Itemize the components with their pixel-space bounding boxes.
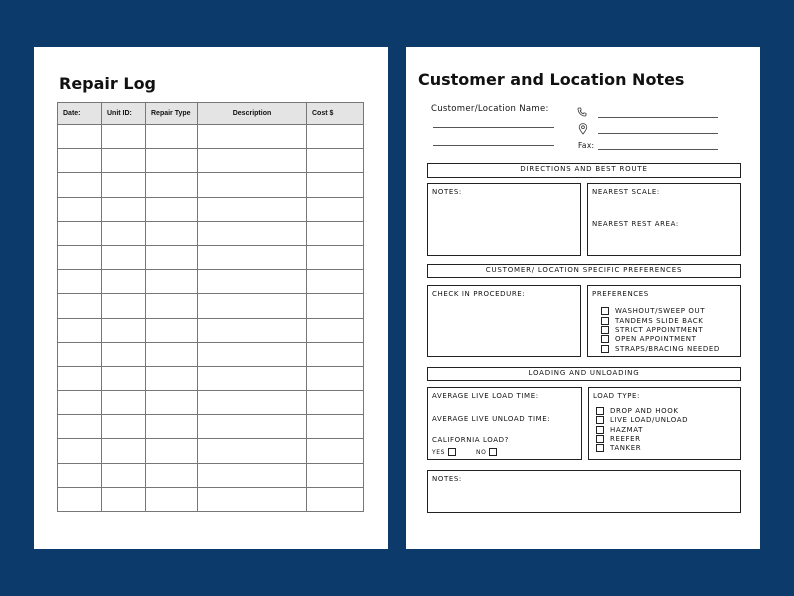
load-type-option-reefer[interactable]: REEFER	[596, 435, 641, 443]
table-row	[58, 318, 364, 342]
phone-line[interactable]	[598, 117, 718, 118]
table-cell[interactable]	[102, 366, 146, 390]
table-cell[interactable]	[198, 197, 307, 221]
table-cell[interactable]	[58, 415, 102, 439]
table-cell[interactable]	[146, 439, 198, 463]
checkbox[interactable]	[601, 317, 609, 325]
table-cell[interactable]	[198, 366, 307, 390]
table-cell[interactable]	[102, 342, 146, 366]
customer-location-name-label: Customer/Location Name:	[431, 104, 549, 114]
table-cell[interactable]	[146, 487, 198, 511]
checkbox[interactable]	[596, 426, 604, 434]
table-cell[interactable]	[198, 125, 307, 149]
preference-option-washout[interactable]: WASHOUT/SWEEP OUT	[601, 307, 705, 315]
table-cell[interactable]	[102, 415, 146, 439]
notes-box[interactable]	[427, 183, 581, 256]
load-type-box	[588, 387, 741, 460]
table-cell[interactable]	[58, 125, 102, 149]
table-cell[interactable]	[198, 487, 307, 511]
nearest-rest-area-label: NEAREST REST AREA:	[592, 220, 679, 228]
table-cell[interactable]	[307, 415, 364, 439]
table-cell[interactable]	[146, 149, 198, 173]
table-row	[58, 391, 364, 415]
table-cell[interactable]	[198, 439, 307, 463]
check-in-box[interactable]	[427, 285, 581, 357]
directions-header: DIRECTIONS AND BEST ROUTE	[427, 163, 741, 178]
customer-name-line-1[interactable]	[433, 127, 554, 128]
table-cell[interactable]	[146, 294, 198, 318]
table-cell[interactable]	[146, 245, 198, 269]
table-row	[58, 487, 364, 511]
table-row	[58, 439, 364, 463]
table-row	[58, 342, 364, 366]
phone-icon	[577, 107, 587, 117]
load-type-option-tanker[interactable]: TANKER	[596, 444, 641, 452]
notes-label: NOTES:	[432, 188, 462, 196]
load-type-option-hazmat[interactable]: HAZMAT	[596, 426, 643, 434]
table-row	[58, 197, 364, 221]
table-row	[58, 366, 364, 390]
table-cell[interactable]	[102, 463, 146, 487]
table-cell[interactable]	[146, 415, 198, 439]
avg-live-load-label: AVERAGE LIVE LOAD TIME:	[432, 392, 539, 400]
table-cell[interactable]	[198, 415, 307, 439]
fax-line[interactable]	[598, 149, 718, 150]
column-header-description: Description	[198, 103, 307, 125]
table-cell[interactable]	[102, 245, 146, 269]
column-header-cost: Cost $	[307, 103, 364, 125]
checkbox[interactable]	[601, 335, 609, 343]
checkbox[interactable]	[601, 345, 609, 353]
table-cell[interactable]	[307, 439, 364, 463]
load-times-box[interactable]	[427, 387, 582, 460]
table-cell[interactable]	[58, 463, 102, 487]
preference-option-open-appointment[interactable]: OPEN APPOINTMENT	[601, 335, 697, 343]
checkbox[interactable]	[596, 444, 604, 452]
preferences-label: PREFERENCES	[592, 290, 649, 298]
table-cell[interactable]	[198, 270, 307, 294]
preference-option-tandems[interactable]: TANDEMS SLIDE BACK	[601, 317, 703, 325]
repair-log-table	[57, 102, 364, 512]
nearest-scale-label: NEAREST SCALE:	[592, 188, 660, 196]
table-row	[58, 245, 364, 269]
table-cell[interactable]	[146, 270, 198, 294]
column-header-unit-id: Unit ID:	[102, 103, 146, 125]
checkbox[interactable]	[596, 416, 604, 424]
column-header-repair-type: Repair Type	[146, 103, 198, 125]
table-cell[interactable]	[146, 221, 198, 245]
repair-log-header-row	[58, 103, 364, 125]
table-cell[interactable]	[198, 245, 307, 269]
check-in-label: CHECK IN PROCEDURE:	[432, 290, 526, 298]
fax-label: Fax:	[578, 141, 595, 150]
table-cell[interactable]	[198, 391, 307, 415]
table-cell[interactable]	[198, 173, 307, 197]
repair-log-title: Repair Log	[59, 74, 157, 93]
table-cell[interactable]	[102, 149, 146, 173]
table-cell[interactable]	[146, 197, 198, 221]
table-cell[interactable]	[307, 366, 364, 390]
table-cell[interactable]	[58, 487, 102, 511]
table-cell[interactable]	[58, 366, 102, 390]
table-cell[interactable]	[58, 318, 102, 342]
bottom-notes-label: NOTES:	[432, 475, 462, 483]
table-row	[58, 221, 364, 245]
table-cell[interactable]	[307, 173, 364, 197]
checkbox[interactable]	[601, 307, 609, 315]
table-cell[interactable]	[58, 173, 102, 197]
table-cell[interactable]	[198, 294, 307, 318]
table-row	[58, 463, 364, 487]
table-cell[interactable]	[146, 173, 198, 197]
table-cell[interactable]	[58, 245, 102, 269]
table-cell[interactable]	[58, 439, 102, 463]
table-cell[interactable]	[102, 173, 146, 197]
table-cell[interactable]	[307, 270, 364, 294]
table-cell[interactable]	[146, 342, 198, 366]
table-cell[interactable]	[307, 487, 364, 511]
location-line[interactable]	[598, 133, 718, 134]
repair-log-page	[34, 47, 388, 549]
table-cell[interactable]	[146, 463, 198, 487]
table-cell[interactable]	[307, 391, 364, 415]
table-cell[interactable]	[198, 221, 307, 245]
bottom-notes-box[interactable]	[427, 470, 741, 513]
preference-option-strict-appointment[interactable]: STRICT APPOINTMENT	[601, 326, 703, 334]
customer-name-line-2[interactable]	[433, 145, 554, 146]
table-cell[interactable]	[58, 270, 102, 294]
checkbox[interactable]	[489, 448, 497, 456]
table-cell[interactable]	[198, 149, 307, 173]
table-cell[interactable]	[307, 463, 364, 487]
table-cell[interactable]	[102, 294, 146, 318]
table-cell[interactable]	[307, 149, 364, 173]
table-cell[interactable]	[102, 270, 146, 294]
table-cell[interactable]	[307, 294, 364, 318]
preferences-box	[587, 285, 741, 357]
table-cell[interactable]	[58, 149, 102, 173]
table-row	[58, 270, 364, 294]
checkbox[interactable]	[596, 435, 604, 443]
table-cell[interactable]	[102, 221, 146, 245]
table-cell[interactable]	[198, 342, 307, 366]
checkbox[interactable]	[596, 407, 604, 415]
table-cell[interactable]	[58, 391, 102, 415]
table-cell[interactable]	[58, 294, 102, 318]
table-cell[interactable]	[307, 125, 364, 149]
table-cell[interactable]	[58, 342, 102, 366]
california-load-label: CALIFORNIA LOAD?	[432, 436, 509, 444]
column-header-date: Date:	[58, 103, 102, 125]
table-cell[interactable]	[102, 125, 146, 149]
load-type-option-live-load[interactable]: LIVE LOAD/UNLOAD	[596, 416, 688, 424]
table-cell[interactable]	[307, 342, 364, 366]
table-cell[interactable]	[307, 197, 364, 221]
table-cell[interactable]	[307, 245, 364, 269]
load-type-label: LOAD TYPE:	[593, 392, 640, 400]
avg-live-unload-label: AVERAGE LIVE UNLOAD TIME:	[432, 415, 551, 423]
checkbox[interactable]	[601, 326, 609, 334]
california-yes-option[interactable]: YES	[432, 448, 462, 456]
customer-notes-title: Customer and Location Notes	[418, 70, 685, 89]
table-row	[58, 149, 364, 173]
table-row	[58, 294, 364, 318]
load-type-option-drop-and-hook[interactable]: DROP AND HOOK	[596, 407, 679, 415]
table-cell[interactable]	[102, 439, 146, 463]
location-pin-icon	[578, 123, 588, 135]
nearest-locations-box[interactable]	[587, 183, 741, 256]
loading-header: LOADING AND UNLOADING	[427, 367, 741, 381]
table-cell[interactable]	[58, 221, 102, 245]
customer-notes-page	[406, 47, 760, 549]
table-cell[interactable]	[307, 318, 364, 342]
table-cell[interactable]	[146, 391, 198, 415]
checkbox[interactable]	[448, 448, 456, 456]
table-cell[interactable]	[146, 125, 198, 149]
table-cell[interactable]	[102, 318, 146, 342]
table-row	[58, 173, 364, 197]
table-cell[interactable]	[102, 391, 146, 415]
table-row	[58, 415, 364, 439]
table-cell[interactable]	[58, 197, 102, 221]
table-cell[interactable]	[198, 463, 307, 487]
table-cell[interactable]	[146, 366, 198, 390]
table-cell[interactable]	[146, 318, 198, 342]
table-cell[interactable]	[198, 318, 307, 342]
table-cell[interactable]	[102, 487, 146, 511]
preferences-header: CUSTOMER/ LOCATION SPECIFIC PREFERENCES	[427, 264, 741, 278]
table-cell[interactable]	[307, 221, 364, 245]
table-cell[interactable]	[102, 197, 146, 221]
preference-option-straps[interactable]: STRAPS/BRACING NEEDED	[601, 345, 720, 353]
table-row	[58, 125, 364, 149]
california-no-option[interactable]: NO	[476, 448, 503, 456]
